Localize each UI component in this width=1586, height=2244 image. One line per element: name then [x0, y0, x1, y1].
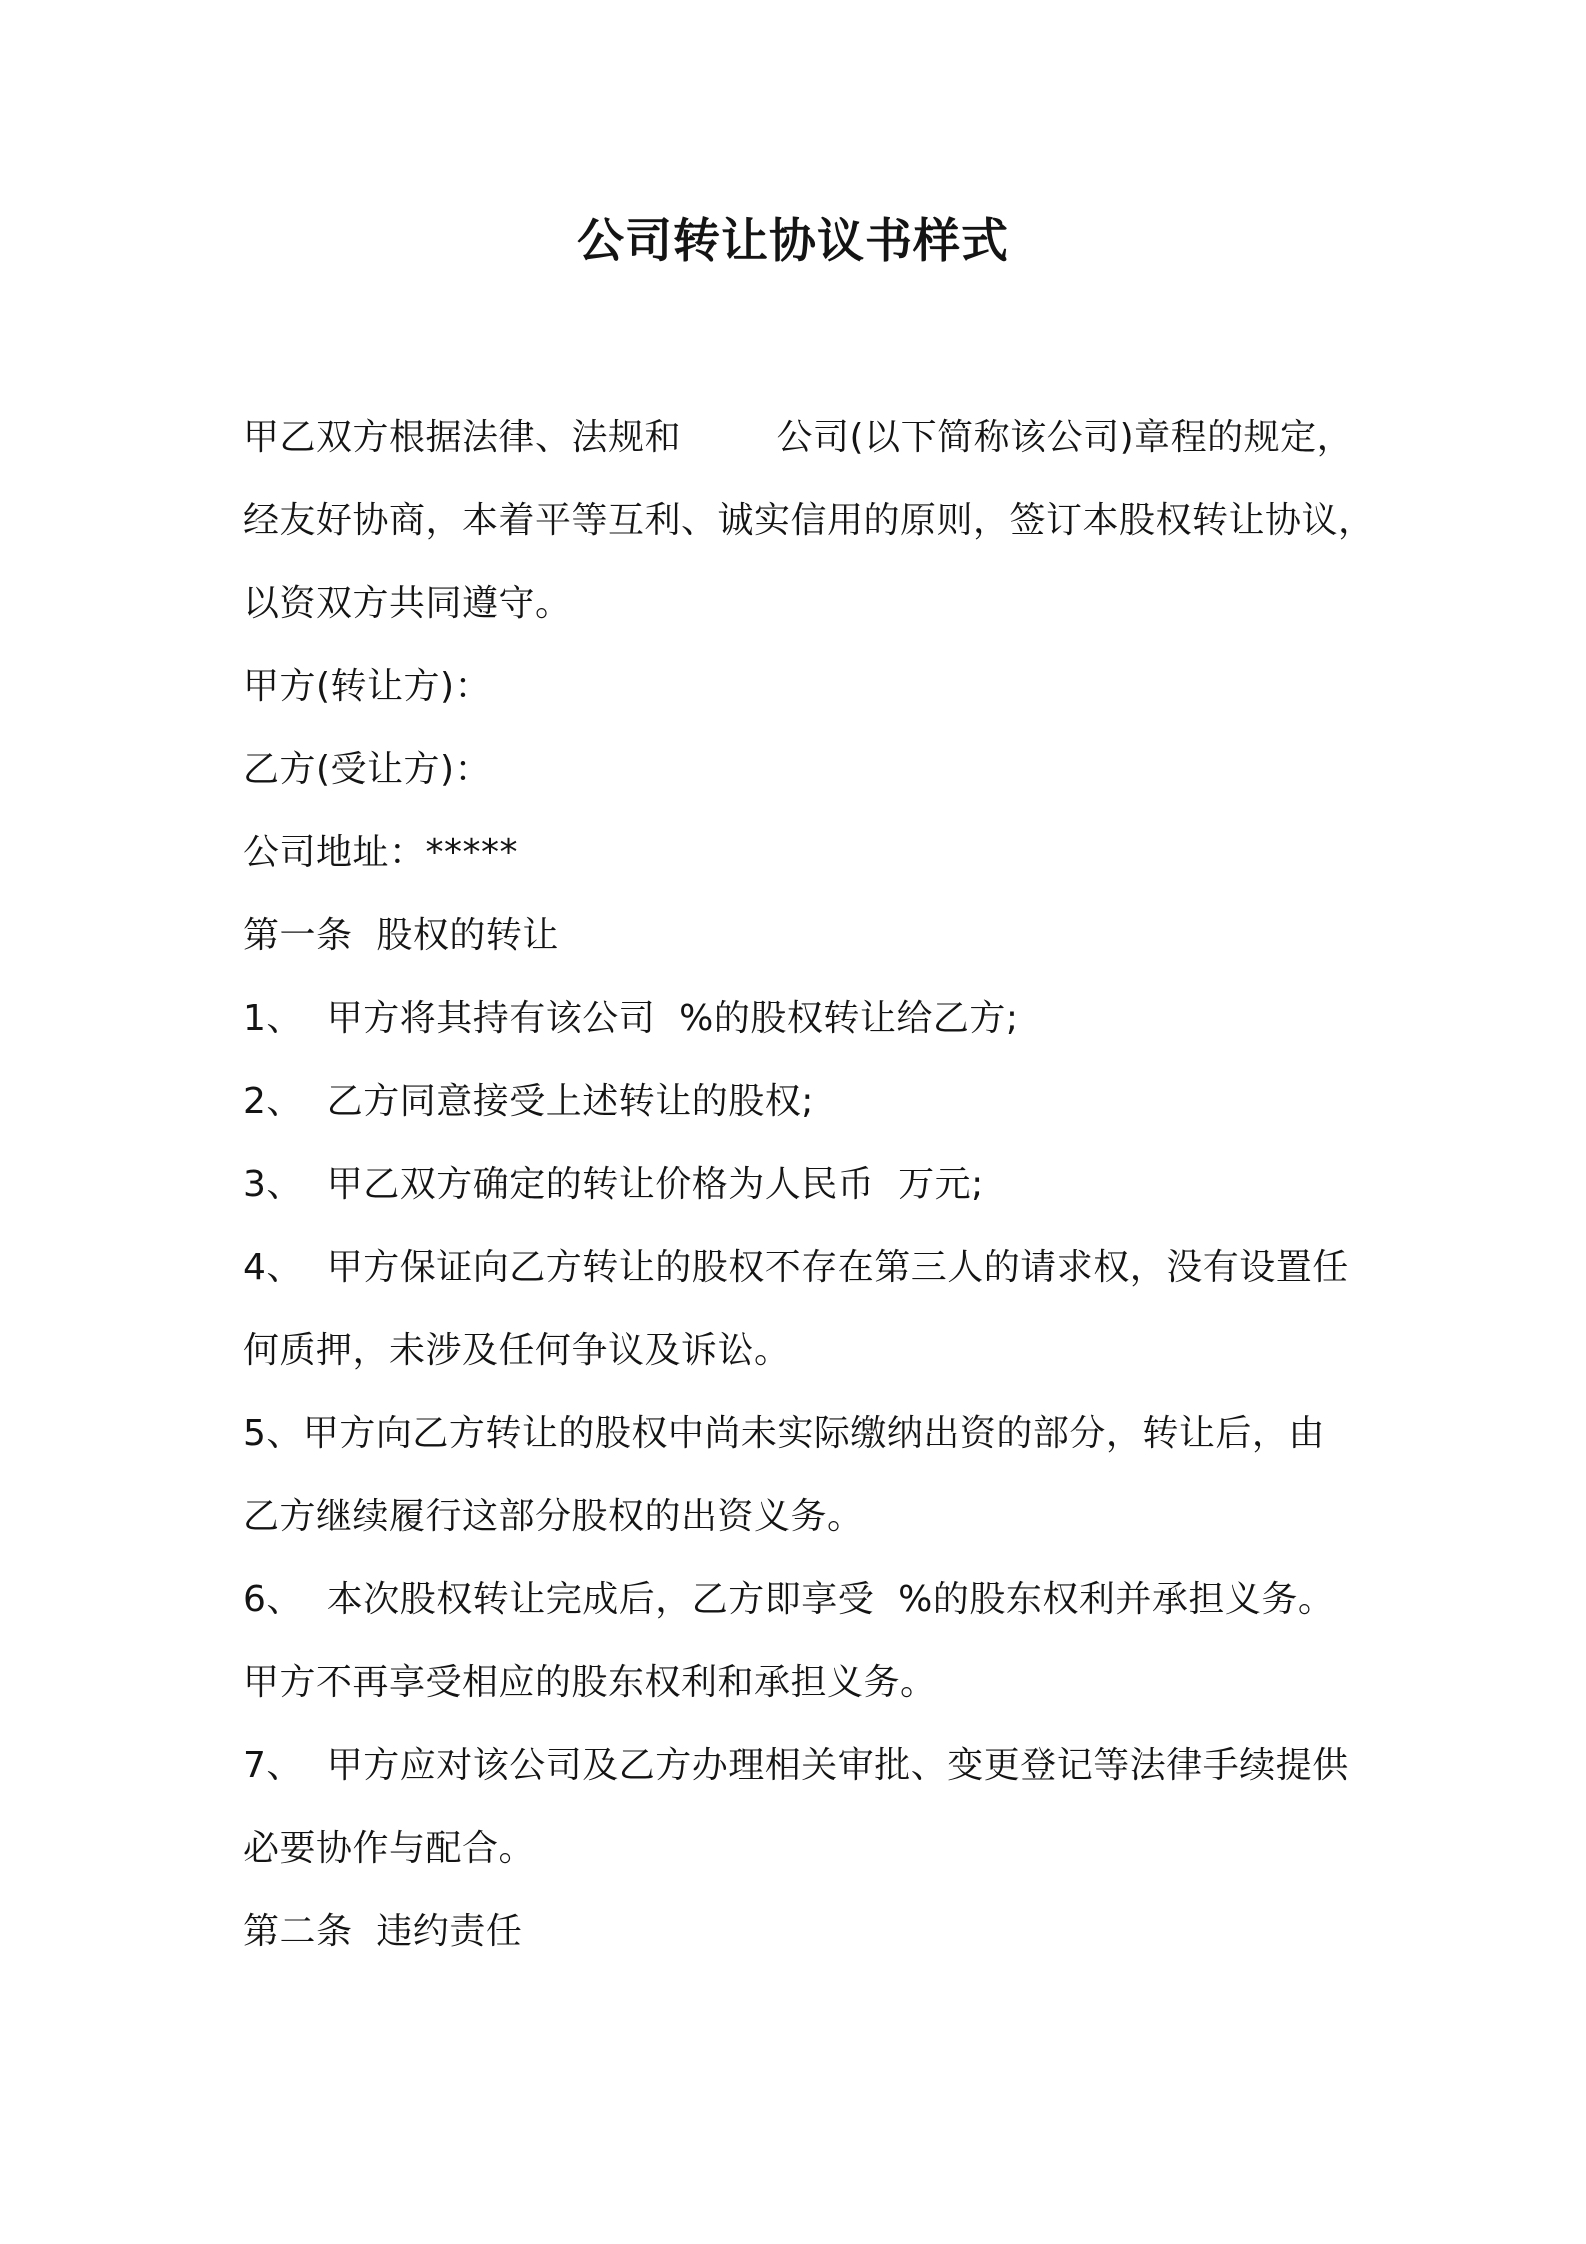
article-1-heading: 第一条 股权的转让 [243, 915, 559, 956]
clause-4-line-1: 4、 甲方保证向乙方转让的股权不存在第三人的请求权，没有设置任 [243, 1247, 1349, 1288]
clause-7-line-2: 必要协作与配合。 [243, 1828, 536, 1869]
clause-6-line-1: 6、 本次股权转让完成后，乙方即享受 %的股东权利并承担义务。 [243, 1579, 1335, 1620]
paragraph-intro-line-1: 甲乙双方根据法律、法规和 公司(以下简称该公司)章程的规定， [243, 417, 1354, 458]
company-address: 公司地址：***** [243, 832, 519, 873]
clause-5-line-2: 乙方继续履行这部分股权的出资义务。 [243, 1496, 864, 1537]
party-b-label: 乙方(受让方)： [243, 749, 492, 790]
clause-2: 2、 乙方同意接受上述转让的股权; [243, 1081, 814, 1122]
document-title: 公司转让协议书样式 [577, 214, 1009, 269]
clause-7-line-1: 7、 甲方应对该公司及乙方办理相关审批、变更登记等法律手续提供 [243, 1745, 1349, 1786]
clause-1: 1、 甲方将其持有该公司 %的股权转让给乙方; [243, 998, 1019, 1039]
clause-4-line-2: 何质押，未涉及任何争议及诉讼。 [243, 1330, 791, 1371]
clause-5-line-1: 5、甲方向乙方转让的股权中尚未实际缴纳出资的部分，转让后，由 [243, 1413, 1325, 1454]
paragraph-intro-line-2: 经友好协商，本着平等互利、诚实信用的原则，签订本股权转让协议， [243, 500, 1375, 541]
article-2-heading: 第二条 违约责任 [243, 1911, 523, 1952]
clause-3: 3、 甲乙双方确定的转让价格为人民币 万元; [243, 1164, 984, 1205]
paragraph-intro-line-3: 以资双方共同遵守。 [243, 583, 572, 624]
clause-6-line-2: 甲方不再享受相应的股东权利和承担义务。 [243, 1662, 937, 1703]
party-a-label: 甲方(转让方)： [243, 666, 492, 707]
